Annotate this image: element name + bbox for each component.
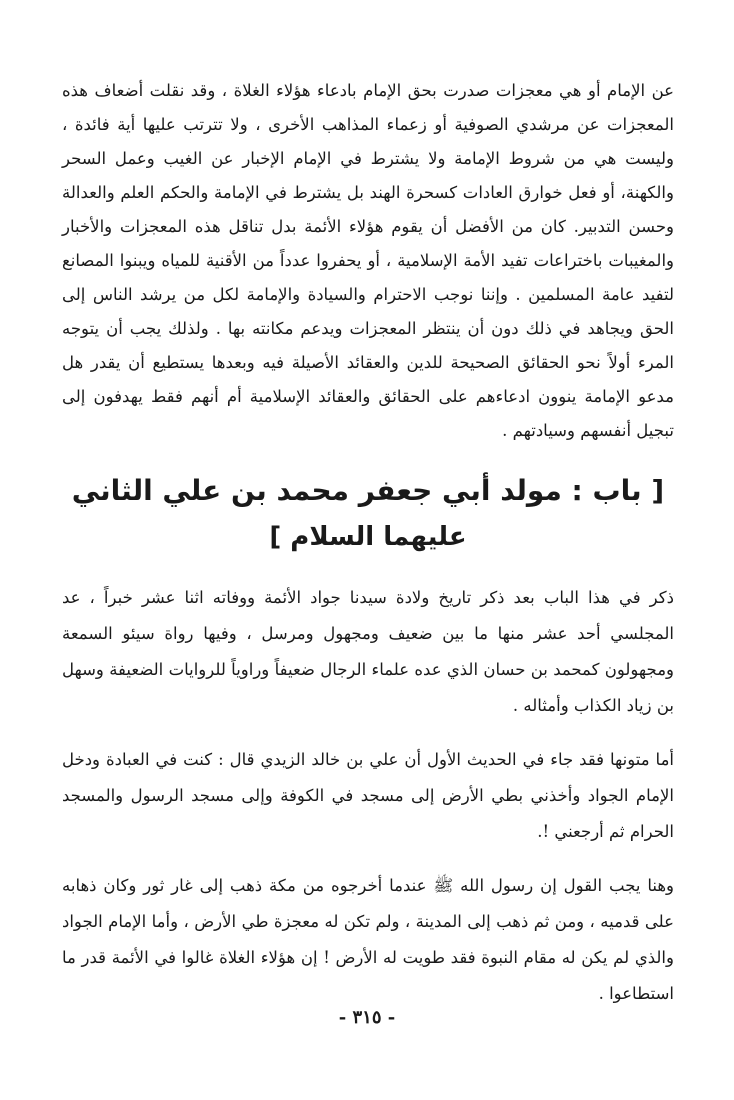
page-number: - ٣١٥ - [338, 1007, 396, 1028]
intro-paragraph: عن الإمام أو هي معجزات صدرت بحق الإمام بادعاء هؤلاء الغلاة ، وقد نقلت أضعاف هذه المعجزات عن مرشدي الصوفية أو زعماء المذاهب الأخرى ، ولا تترتب عليها أية فائدة ، وليست هي من شروط الإمامة ولا يشترط في الإمام الإخبار عن الغيب وعمل السحر والكهنة، أو فعل خوارق العادات كسحرة الهند بل يشترط في الإمامة والحكم العلم والعدالة وحسن التدبير. كان من الأفضل أن يقوم هؤلاء الأئمة بدل تناقل هذه المعجزات والأخبار والمغيبات باختراعات تفيد الأمة الإسلامية ، أو يحفروا عدداً من الأقنية للمياه ويبنوا المصانع لتفيد عامة المسلمين . وإننا نوجب الاحترام والسيادة والإمامة لكل من يرشد الناس إلى الحق ويجاهد في ذلك دون أن ينتظر المعجزات ويدعم مكانته بها . ولذلك يجب أن يتوجه المرء أولاً نحو الحقائق الصحيحة للدين والعقائد الأصيلة فيه وبعدها يستطيع أن يقدر هل مدعو الإمامة ينوون ادعاءهم على الحقائق والعقائد الإسلامية أم أنهم فقط يهدفون إلى تبجيل أنفسهم وسيادتهم . [62, 81, 674, 440]
chapter-heading-line2: عليهما السلام ] [269, 522, 467, 552]
chapter-heading-line1: [ باب : مولد أبي جعفر محمد بن علي الثاني [71, 474, 665, 507]
page-body [62, 74, 674, 1030]
body-paragraph-1: ذكر في هذا الباب بعد ذكر تاريخ ولادة سيدنا جواد الأئمة ووفاته اثنا عشر خبراً ، عد المجلسي أحد عشر منها ما بين ضعيف ومجهول ومرسل ، وفيها رواة سيئو السمعة ومجهولون كمحمد بن حسان الذي عده علماء الرجال ضعيفاً وراوياً للروايات الضعيفة وسهل بن زياد الكذاب وأمثاله . [62, 588, 674, 715]
body-paragraph-3: وهنا يجب القول إن رسول الله ﷺ عندما أخرجوه من مكة ذهب إلى غار ثور وكان ذهابه على قدميه ، ومن ثم ذهب إلى المدينة ، ولم تكن له معجزة طي الأرض ، وأما الإمام الجواد والذي لم يكن له مقام النبوة فقد طويت له الأرض ! إن هؤلاء الغلاة غالوا في الأئمة قدر ما استطاعوا . [62, 876, 674, 1003]
body-paragraph-2: أما متونها فقد جاء في الحديث الأول أن علي بن خالد الزيدي قال : كنت في العبادة ودخل الإمام الجواد وأخذني بطي الأرض إلى مسجد في الكوفة وإلى مسجد الرسول والمسجد الحرام ثم أرجعني !. [62, 750, 674, 841]
chapter-heading [62, 468, 674, 560]
